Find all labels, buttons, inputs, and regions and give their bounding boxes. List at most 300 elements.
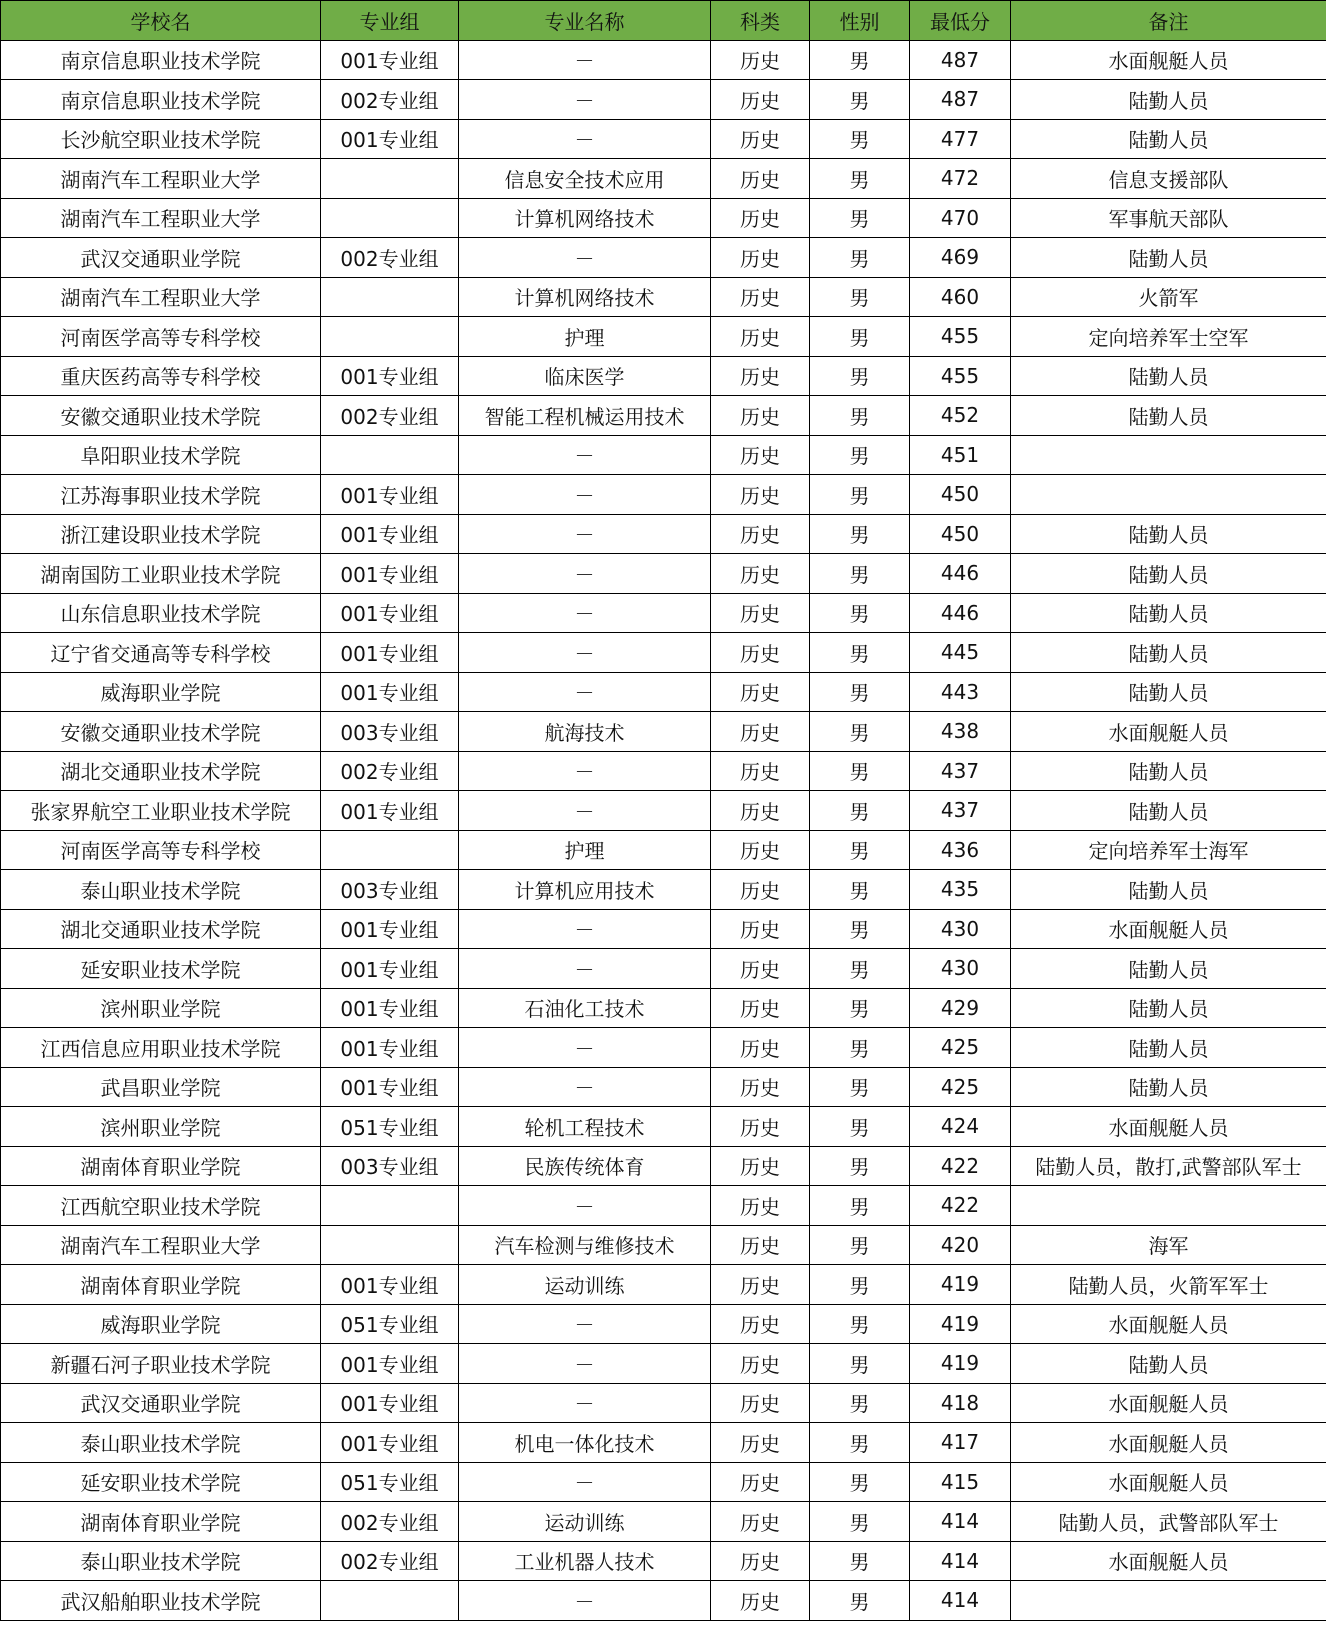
table-body (1, 40, 1326, 1620)
min-score-cell: 450 (910, 475, 1011, 515)
school-cell: 延安职业技术学院 (1, 1462, 321, 1502)
gender-cell: 男 (810, 1581, 910, 1621)
subject-cell: 历史 (711, 751, 810, 791)
min-score-cell: 446 (910, 554, 1011, 594)
gender-cell: 男 (810, 1146, 910, 1186)
min-score-cell: 420 (910, 1225, 1011, 1265)
subject-cell: 历史 (711, 554, 810, 594)
notes-cell: 定向培养军士海军 (1011, 830, 1326, 870)
school-cell: 江苏海事职业技术学院 (1, 475, 321, 515)
group-cell: 001专业组 (321, 119, 459, 159)
subject-cell: 历史 (711, 1581, 810, 1621)
major-cell: 机电一体化技术 (459, 1423, 711, 1463)
subject-cell: 历史 (711, 712, 810, 752)
group-cell (321, 317, 459, 357)
col-subject: 科类 (711, 1, 810, 41)
notes-cell: 陆勤人员 (1011, 514, 1326, 554)
notes-cell: 水面舰艇人员 (1011, 1462, 1326, 1502)
notes-cell: 陆勤人员 (1011, 396, 1326, 436)
subject-cell: 历史 (711, 909, 810, 949)
gender-cell: 男 (810, 1186, 910, 1226)
group-cell: 001专业组 (321, 949, 459, 989)
col-notes: 备注 (1011, 1, 1326, 41)
min-score-cell: 430 (910, 909, 1011, 949)
school-cell: 武昌职业学院 (1, 1067, 321, 1107)
table-row (1, 712, 1326, 752)
gender-cell: 男 (810, 909, 910, 949)
col-gender: 性别 (810, 1, 910, 41)
table-row (1, 1344, 1326, 1384)
major-cell: － (459, 119, 711, 159)
table-row (1, 1383, 1326, 1423)
notes-cell (1011, 435, 1326, 475)
major-cell: 汽车检测与维修技术 (459, 1225, 711, 1265)
major-cell: － (459, 1383, 711, 1423)
gender-cell: 男 (810, 475, 910, 515)
subject-cell: 历史 (711, 1344, 810, 1384)
min-score-cell: 414 (910, 1502, 1011, 1542)
subject-cell: 历史 (711, 277, 810, 317)
school-cell: 阜阳职业技术学院 (1, 435, 321, 475)
table-row (1, 1581, 1326, 1621)
notes-cell: 水面舰艇人员 (1011, 1304, 1326, 1344)
min-score-cell: 455 (910, 317, 1011, 357)
major-cell: 护理 (459, 317, 711, 357)
notes-cell: 水面舰艇人员 (1011, 1107, 1326, 1147)
notes-cell (1011, 1186, 1326, 1226)
table-row (1, 672, 1326, 712)
school-cell: 安徽交通职业技术学院 (1, 396, 321, 436)
major-cell: － (459, 1581, 711, 1621)
group-cell (321, 435, 459, 475)
subject-cell: 历史 (711, 870, 810, 910)
school-cell: 湖南体育职业学院 (1, 1502, 321, 1542)
major-cell: 工业机器人技术 (459, 1541, 711, 1581)
gender-cell: 男 (810, 238, 910, 278)
subject-cell: 历史 (711, 1462, 810, 1502)
gender-cell: 男 (810, 1028, 910, 1068)
major-cell: － (459, 1304, 711, 1344)
group-cell: 001专业组 (321, 356, 459, 396)
table-row (1, 751, 1326, 791)
major-cell: 轮机工程技术 (459, 1107, 711, 1147)
notes-cell: 陆勤人员 (1011, 672, 1326, 712)
subject-cell: 历史 (711, 238, 810, 278)
group-cell: 001专业组 (321, 909, 459, 949)
gender-cell: 男 (810, 870, 910, 910)
major-cell: － (459, 949, 711, 989)
table-row (1, 1186, 1326, 1226)
table-row (1, 830, 1326, 870)
major-cell: － (459, 672, 711, 712)
subject-cell: 历史 (711, 830, 810, 870)
major-cell: － (459, 1067, 711, 1107)
table-row (1, 1304, 1326, 1344)
major-cell: － (459, 633, 711, 673)
major-cell: 民族传统体育 (459, 1146, 711, 1186)
table-row (1, 1146, 1326, 1186)
subject-cell: 历史 (711, 633, 810, 673)
subject-cell: 历史 (711, 1107, 810, 1147)
group-cell: 051专业组 (321, 1304, 459, 1344)
table-row (1, 988, 1326, 1028)
col-min-score: 最低分 (910, 1, 1011, 41)
min-score-cell: 425 (910, 1028, 1011, 1068)
gender-cell: 男 (810, 1541, 910, 1581)
gender-cell: 男 (810, 119, 910, 159)
school-cell: 滨州职业学院 (1, 988, 321, 1028)
notes-cell: 海军 (1011, 1225, 1326, 1265)
table-row (1, 435, 1326, 475)
group-cell: 001专业组 (321, 633, 459, 673)
group-cell (321, 277, 459, 317)
min-score-cell: 443 (910, 672, 1011, 712)
min-score-cell: 451 (910, 435, 1011, 475)
table-row (1, 40, 1326, 80)
min-score-cell: 438 (910, 712, 1011, 752)
notes-cell: 陆勤人员 (1011, 356, 1326, 396)
group-cell: 002专业组 (321, 1541, 459, 1581)
min-score-cell: 422 (910, 1146, 1011, 1186)
group-cell: 001专业组 (321, 672, 459, 712)
table-row (1, 80, 1326, 120)
min-score-cell: 477 (910, 119, 1011, 159)
gender-cell: 男 (810, 949, 910, 989)
school-cell: 张家界航空工业职业技术学院 (1, 791, 321, 831)
notes-cell: 陆勤人员 (1011, 80, 1326, 120)
gender-cell: 男 (810, 988, 910, 1028)
min-score-cell: 445 (910, 633, 1011, 673)
gender-cell: 男 (810, 1304, 910, 1344)
major-cell: － (459, 1186, 711, 1226)
group-cell: 002专业组 (321, 80, 459, 120)
header-row (1, 1, 1326, 41)
gender-cell: 男 (810, 791, 910, 831)
school-cell: 湖南汽车工程职业大学 (1, 1225, 321, 1265)
notes-cell: 火箭军 (1011, 277, 1326, 317)
min-score-cell: 487 (910, 80, 1011, 120)
min-score-cell: 470 (910, 198, 1011, 238)
school-cell: 延安职业技术学院 (1, 949, 321, 989)
min-score-cell: 417 (910, 1423, 1011, 1463)
min-score-cell: 437 (910, 751, 1011, 791)
school-cell: 湖南国防工业职业技术学院 (1, 554, 321, 594)
school-cell: 泰山职业技术学院 (1, 870, 321, 910)
table-row (1, 317, 1326, 357)
subject-cell: 历史 (711, 1067, 810, 1107)
table-row (1, 238, 1326, 278)
gender-cell: 男 (810, 80, 910, 120)
table-row (1, 1067, 1326, 1107)
subject-cell: 历史 (711, 356, 810, 396)
gender-cell: 男 (810, 198, 910, 238)
subject-cell: 历史 (711, 1186, 810, 1226)
subject-cell: 历史 (711, 119, 810, 159)
group-cell: 001专业组 (321, 593, 459, 633)
col-school: 学校名 (1, 1, 321, 41)
min-score-cell: 425 (910, 1067, 1011, 1107)
notes-cell: 陆勤人员 (1011, 593, 1326, 633)
gender-cell: 男 (810, 396, 910, 436)
group-cell: 001专业组 (321, 1383, 459, 1423)
group-cell (321, 159, 459, 199)
gender-cell: 男 (810, 633, 910, 673)
notes-cell: 陆勤人员 (1011, 791, 1326, 831)
subject-cell: 历史 (711, 1502, 810, 1542)
group-cell: 002专业组 (321, 1502, 459, 1542)
min-score-cell: 429 (910, 988, 1011, 1028)
table-row (1, 1502, 1326, 1542)
notes-cell: 陆勤人员 (1011, 119, 1326, 159)
notes-cell: 信息支援部队 (1011, 159, 1326, 199)
school-cell: 重庆医药高等专科学校 (1, 356, 321, 396)
gender-cell: 男 (810, 1502, 910, 1542)
gender-cell: 男 (810, 317, 910, 357)
gender-cell: 男 (810, 514, 910, 554)
major-cell: 临床医学 (459, 356, 711, 396)
notes-cell: 陆勤人员 (1011, 1067, 1326, 1107)
group-cell: 001专业组 (321, 40, 459, 80)
gender-cell: 男 (810, 751, 910, 791)
major-cell: 运动训练 (459, 1265, 711, 1305)
notes-cell: 陆勤人员 (1011, 633, 1326, 673)
gender-cell: 男 (810, 159, 910, 199)
gender-cell: 男 (810, 1462, 910, 1502)
group-cell: 051专业组 (321, 1107, 459, 1147)
major-cell: － (459, 514, 711, 554)
school-cell: 南京信息职业技术学院 (1, 40, 321, 80)
gender-cell: 男 (810, 830, 910, 870)
school-cell: 浙江建设职业技术学院 (1, 514, 321, 554)
notes-cell: 陆勤人员，武警部队军士 (1011, 1502, 1326, 1542)
group-cell (321, 1225, 459, 1265)
min-score-cell: 414 (910, 1541, 1011, 1581)
min-score-cell: 452 (910, 396, 1011, 436)
major-cell: 计算机网络技术 (459, 277, 711, 317)
min-score-cell: 419 (910, 1304, 1011, 1344)
major-cell: － (459, 475, 711, 515)
notes-cell: 水面舰艇人员 (1011, 1423, 1326, 1463)
gender-cell: 男 (810, 1423, 910, 1463)
subject-cell: 历史 (711, 593, 810, 633)
gender-cell: 男 (810, 356, 910, 396)
gender-cell: 男 (810, 1344, 910, 1384)
school-cell: 湖南汽车工程职业大学 (1, 198, 321, 238)
subject-cell: 历史 (711, 1383, 810, 1423)
min-score-cell: 446 (910, 593, 1011, 633)
notes-cell: 陆勤人员，火箭军军士 (1011, 1265, 1326, 1305)
gender-cell: 男 (810, 593, 910, 633)
school-cell: 江西信息应用职业技术学院 (1, 1028, 321, 1068)
notes-cell: 陆勤人员 (1011, 949, 1326, 989)
major-cell: － (459, 554, 711, 594)
gender-cell: 男 (810, 1107, 910, 1147)
major-cell: － (459, 435, 711, 475)
subject-cell: 历史 (711, 40, 810, 80)
notes-cell: 陆勤人员 (1011, 238, 1326, 278)
group-cell: 001专业组 (321, 1265, 459, 1305)
group-cell: 001专业组 (321, 554, 459, 594)
school-cell: 武汉交通职业学院 (1, 238, 321, 278)
min-score-cell: 469 (910, 238, 1011, 278)
group-cell: 003专业组 (321, 1146, 459, 1186)
school-cell: 江西航空职业技术学院 (1, 1186, 321, 1226)
subject-cell: 历史 (711, 80, 810, 120)
notes-cell: 陆勤人员 (1011, 870, 1326, 910)
subject-cell: 历史 (711, 396, 810, 436)
school-cell: 武汉交通职业学院 (1, 1383, 321, 1423)
table-row (1, 949, 1326, 989)
notes-cell: 水面舰艇人员 (1011, 909, 1326, 949)
major-cell: 航海技术 (459, 712, 711, 752)
major-cell: － (459, 593, 711, 633)
notes-cell (1011, 475, 1326, 515)
school-cell: 湖北交通职业技术学院 (1, 909, 321, 949)
table-row (1, 593, 1326, 633)
subject-cell: 历史 (711, 1304, 810, 1344)
table-row (1, 633, 1326, 673)
gender-cell: 男 (810, 435, 910, 475)
subject-cell: 历史 (711, 475, 810, 515)
gender-cell: 男 (810, 1067, 910, 1107)
group-cell (321, 1186, 459, 1226)
gender-cell: 男 (810, 712, 910, 752)
notes-cell: 水面舰艇人员 (1011, 40, 1326, 80)
table-row (1, 475, 1326, 515)
school-cell: 湖北交通职业技术学院 (1, 751, 321, 791)
min-score-cell: 455 (910, 356, 1011, 396)
major-cell: 运动训练 (459, 1502, 711, 1542)
table-row (1, 396, 1326, 436)
major-cell: 信息安全技术应用 (459, 159, 711, 199)
col-major: 专业名称 (459, 1, 711, 41)
table-row (1, 1423, 1326, 1463)
table-row (1, 1107, 1326, 1147)
group-cell: 002专业组 (321, 396, 459, 436)
group-cell (321, 198, 459, 238)
school-cell: 威海职业学院 (1, 1304, 321, 1344)
school-cell: 湖南汽车工程职业大学 (1, 277, 321, 317)
school-cell: 滨州职业学院 (1, 1107, 321, 1147)
group-cell (321, 1581, 459, 1621)
table-row (1, 119, 1326, 159)
table-row (1, 1541, 1326, 1581)
major-cell: － (459, 1462, 711, 1502)
min-score-cell: 435 (910, 870, 1011, 910)
table-row (1, 1265, 1326, 1305)
subject-cell: 历史 (711, 1028, 810, 1068)
min-score-cell: 472 (910, 159, 1011, 199)
group-cell: 003专业组 (321, 870, 459, 910)
subject-cell: 历史 (711, 159, 810, 199)
group-cell: 001专业组 (321, 1344, 459, 1384)
group-cell: 002专业组 (321, 751, 459, 791)
school-cell: 辽宁省交通高等专科学校 (1, 633, 321, 673)
notes-cell: 军事航天部队 (1011, 198, 1326, 238)
notes-cell: 水面舰艇人员 (1011, 1541, 1326, 1581)
group-cell: 001专业组 (321, 475, 459, 515)
subject-cell: 历史 (711, 1541, 810, 1581)
notes-cell: 水面舰艇人员 (1011, 1383, 1326, 1423)
major-cell: － (459, 1028, 711, 1068)
min-score-cell: 450 (910, 514, 1011, 554)
major-cell: － (459, 1344, 711, 1384)
group-cell: 001专业组 (321, 988, 459, 1028)
table-row (1, 909, 1326, 949)
major-cell: 计算机网络技术 (459, 198, 711, 238)
min-score-cell: 418 (910, 1383, 1011, 1423)
min-score-cell: 415 (910, 1462, 1011, 1502)
gender-cell: 男 (810, 1225, 910, 1265)
min-score-cell: 422 (910, 1186, 1011, 1226)
school-cell: 南京信息职业技术学院 (1, 80, 321, 120)
major-cell: 石油化工技术 (459, 988, 711, 1028)
school-cell: 安徽交通职业技术学院 (1, 712, 321, 752)
min-score-cell: 419 (910, 1265, 1011, 1305)
school-cell: 威海职业学院 (1, 672, 321, 712)
school-cell: 泰山职业技术学院 (1, 1423, 321, 1463)
major-cell: 护理 (459, 830, 711, 870)
notes-cell: 陆勤人员 (1011, 554, 1326, 594)
gender-cell: 男 (810, 1383, 910, 1423)
subject-cell: 历史 (711, 514, 810, 554)
group-cell: 051专业组 (321, 1462, 459, 1502)
subject-cell: 历史 (711, 1423, 810, 1463)
group-cell: 002专业组 (321, 238, 459, 278)
min-score-cell: 487 (910, 40, 1011, 80)
major-cell: － (459, 40, 711, 80)
school-cell: 山东信息职业技术学院 (1, 593, 321, 633)
subject-cell: 历史 (711, 791, 810, 831)
min-score-cell: 460 (910, 277, 1011, 317)
school-cell: 湖南汽车工程职业大学 (1, 159, 321, 199)
subject-cell: 历史 (711, 1265, 810, 1305)
gender-cell: 男 (810, 277, 910, 317)
table-row (1, 1462, 1326, 1502)
group-cell: 001专业组 (321, 791, 459, 831)
subject-cell: 历史 (711, 435, 810, 475)
min-score-cell: 424 (910, 1107, 1011, 1147)
notes-cell: 定向培养军士空军 (1011, 317, 1326, 357)
table-row (1, 198, 1326, 238)
col-group: 专业组 (321, 1, 459, 41)
notes-cell: 陆勤人员 (1011, 988, 1326, 1028)
gender-cell: 男 (810, 554, 910, 594)
group-cell: 003专业组 (321, 712, 459, 752)
group-cell (321, 830, 459, 870)
major-cell: － (459, 909, 711, 949)
major-cell: － (459, 751, 711, 791)
school-cell: 长沙航空职业技术学院 (1, 119, 321, 159)
notes-cell: 陆勤人员 (1011, 1028, 1326, 1068)
gender-cell: 男 (810, 1265, 910, 1305)
group-cell: 001专业组 (321, 1423, 459, 1463)
major-cell: － (459, 238, 711, 278)
table-row (1, 554, 1326, 594)
school-cell: 武汉船舶职业技术学院 (1, 1581, 321, 1621)
gender-cell: 男 (810, 40, 910, 80)
table-row (1, 277, 1326, 317)
min-score-cell: 419 (910, 1344, 1011, 1384)
min-score-cell: 414 (910, 1581, 1011, 1621)
table-row (1, 1225, 1326, 1265)
notes-cell (1011, 1581, 1326, 1621)
subject-cell: 历史 (711, 1146, 810, 1186)
table-row (1, 870, 1326, 910)
min-score-cell: 437 (910, 791, 1011, 831)
table-row (1, 1028, 1326, 1068)
school-cell: 泰山职业技术学院 (1, 1541, 321, 1581)
